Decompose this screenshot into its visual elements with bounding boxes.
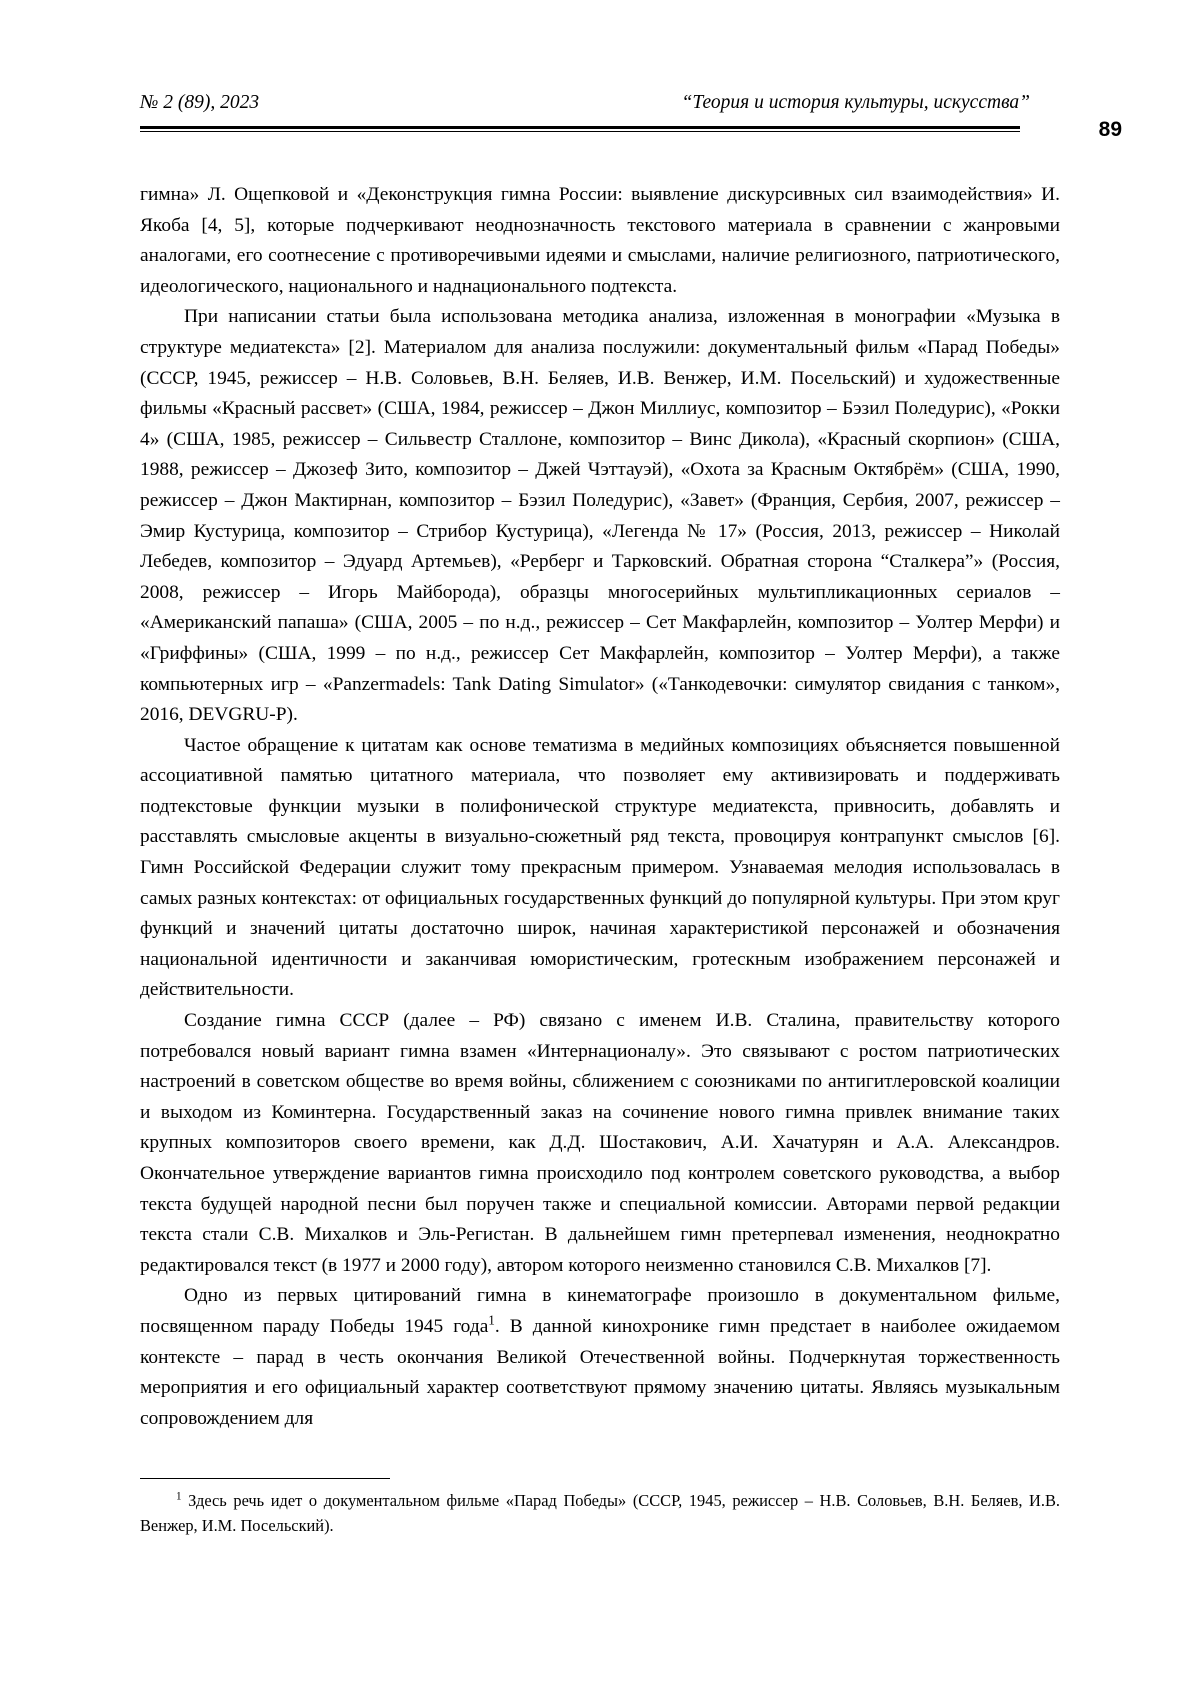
section-title: “Теория и история культуры, искусства”: [681, 92, 1030, 113]
paragraph: Частое обращение к цитатам как основе тематизма в медийных композициях объясняется повышенной ассоциативной памятью цитатного материала, что позволяет ему активизировать и поддерживать подтекстовые функции музыки в полифонической структуре медиатекста, привносить, добавлять и расставлять смысловые акценты в визуально-сюжетный ряд текста, провоцируя контрапункт смыслов [6]. Гимн Российской Федерации служит тому прекрасным примером. Узнаваемая мелодия использовалась в самых разных контекстах: от официальных государственных функций до популярной культуры. При этом круг функций и значений цитаты достаточно широк, начиная характеристикой персонажей и обозначения национальной идентичности и заканчивая юмористическим, гротескным изображением персонажей и действительности.: [140, 734, 1060, 1001]
footnote-marker: 1: [176, 1490, 182, 1503]
issue-number: № 2 (89), 2023: [140, 92, 260, 113]
footnote-area: [140, 1478, 1060, 1538]
paragraph-with-footnote: [140, 1281, 1060, 1434]
header-rule-thick: [140, 126, 1020, 129]
header-rule-thin: [140, 131, 1020, 132]
footnote-text: [140, 1488, 1060, 1538]
footnote-body: Здесь речь идет о документальном фильме «Парад Победы» (СССР, 1945, режиссер – Н.В. Соловьев, В.Н. Беляев, И.В. Венжер, И.М. Посельский).: [140, 1491, 1060, 1536]
paragraph: При написании статьи была использована методика анализа, изложенная в монографии «Музыка в структуре медиатекста» [2]. Материалом для анализа послужили: документальный фильм «Парад Победы» (СССР, 1945, режиссер – Н.В. Соловьев, В.Н. Беляев, И.В. Венжер, И.М. Посельский) и художественные фильмы «Красный рассвет» (США, 1984, режиссер – Джон Миллиус, композитор – Бэзил Поледурис), «Рокки 4» (США, 1985, режиссер – Сильвестр Сталлоне, композитор – Винс Дикола), «Красный скорпион» (США, 1988, режиссер – Джозеф Зито, композитор – Джей Чэттауэй), «Охота за Красным Октябрём» (США, 1990, режиссер – Джон Мактирнан, композитор – Бэзил Поледурис), «Завет» (Франция, Сербия, 2007, режиссер – Эмир Кустурица, композитор – Стрибор Кустурица), «Легенда № 17» (Россия, 2013, режиссер – Николай Лебедев, композитор – Эдуард Артемьев), «Рерберг и Тарковский. Обратная сторона “Сталкера”» (Россия, 2008, режиссер – Игорь Майборода), образцы многосерийных мультипликационных сериалов – «Американский папаша» (США, 2005 – по н.д., режиссер – Сет Макфарлейн, композитор – Уолтер Мерфи) и «Гриффины» (США, 1999 – по н.д., режиссер Сет Макфарлейн, композитор – Уолтер Мерфи), а также компьютерных игр – «Panzermadels: Tank Dating Simulator» («Танкодевочки: симулятор свидания с танком», 2016, DEVGRU-P).: [140, 306, 1060, 726]
header-divider: [140, 126, 1020, 132]
paragraph-text-before-note: Одно из первых цитирований гимна в кинематографе произошло в документальном фильме, посвященном параду Победы 1945 года: [140, 1285, 1060, 1337]
article-body: [140, 180, 1060, 1434]
footnote-reference-marker: 1: [488, 1312, 495, 1328]
paragraph-text-after-note: . В данной кинохронике гимн предстает в наиболее ожидаемом контексте – парад в честь окончания Великой Отечественной войны. Подчеркнутая торжественность мероприятия и его официальный характер соответствуют прямому значению цитаты. Являясь музыкальным сопровождением для: [140, 1315, 1060, 1429]
paragraph: гимна» Л. Ощепковой и «Деконструкция гимна России: выявление дискурсивных сил взаимодействия» И. Якоба [4, 5], которые подчеркивают неоднозначность текстового материала в сравнении с жанровыми аналогами, его соотнесение с противоречивыми идеями и смыслами, наличие религиозного, патриотического, идеологического, национального и наднационального подтекста.: [140, 184, 1060, 297]
running-header: [140, 92, 1060, 140]
page-number: 89: [1098, 118, 1122, 141]
paragraph: Создание гимна СССР (далее – РФ) связано с именем И.В. Сталина, правительству которого потребовался новый вариант гимна взамен «Интернационалу». Это связывают с ростом патриотических настроений в советском обществе во время войны, сближением с союзниками по антигитлеровской коалиции и выходом из Коминтерна. Государственный заказ на сочинение нового гимна привлек внимание таких крупных композиторов своего времени, как Д.Д. Шостакович, А.И. Хачатурян и А.А. Александров. Окончательное утверждение вариантов гимна происходило под контролем советского руководства, а выбор текста будущей народной песни был поручен также и специальной комиссии. Авторами первой редакции текста стали С.В. Михалков и Эль-Регистан. В дальнейшем гимн претерпевал изменения, неоднократно редактировался текст (в 1977 и 2000 году), автором которого неизменно становился С.В. Михалков [7].: [140, 1010, 1060, 1276]
footnote-separator: [140, 1478, 390, 1479]
